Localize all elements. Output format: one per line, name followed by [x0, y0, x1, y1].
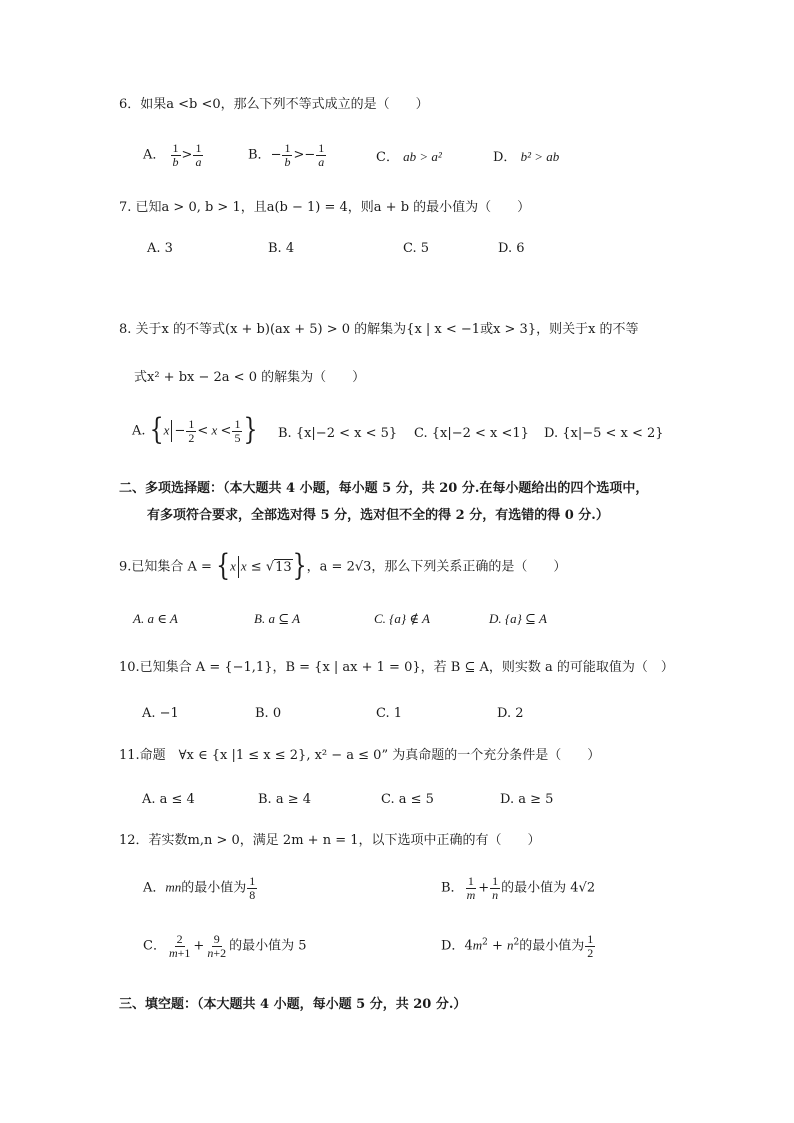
- q12-option-a-text: 的最小值为: [181, 880, 247, 896]
- q6-b-frac2: $\frac{1}{a}$: [318, 141, 325, 169]
- q8-a-frac2: $\frac{1}{5}$: [234, 417, 241, 445]
- q10-option-b[interactable]: B. 0: [255, 706, 282, 721]
- q6-a-frac1: $\frac{1}{b}$: [172, 141, 179, 169]
- q7-option-c[interactable]: C. 5: [403, 241, 430, 256]
- q8-a-frac1: $\frac{1}{2}$: [188, 417, 195, 445]
- q12-stem: 12．若实数m,n > 0，满足 2m + n = 1，以下选项中正确的有（ ）: [119, 833, 541, 848]
- q11-option-d[interactable]: D. a ≥ 5: [500, 792, 554, 807]
- q8-option-b[interactable]: B. {x|−2 < x < 5}: [278, 426, 398, 441]
- q12-option-d-text: 的最小值为: [519, 938, 585, 954]
- q12-option-d-label: D．: [441, 938, 465, 954]
- q7-option-a[interactable]: A. 3: [147, 241, 173, 256]
- q8-stem: 8. 关于x 的不等式(x + b)(ax + 5) > 0 的解集为{x | x < −1或x > 3}，则关于x 的不等: [119, 322, 639, 337]
- q12-option-c-label: C．: [143, 938, 166, 954]
- q12-option-a-label: A．: [143, 880, 166, 896]
- q6-stem: 6．如果a <b <0，那么下列不等式成立的是（ ）: [119, 97, 429, 112]
- q11-option-c[interactable]: C. a ≤ 5: [381, 792, 434, 807]
- q10-option-c[interactable]: C. 1: [376, 706, 403, 721]
- q6-option-c-math: ab > a²: [403, 149, 442, 164]
- q6-option-b-label: B．: [248, 147, 271, 163]
- q12-c-frac2: $\frac{9}{n+2}$: [207, 932, 227, 960]
- q8-option-c[interactable]: C. {x|−2 < x <1}: [414, 426, 529, 441]
- q12-option-b-label: B．: [441, 880, 464, 896]
- q6-option-c[interactable]: [376, 150, 442, 164]
- q10-option-a[interactable]: A. −1: [142, 706, 179, 721]
- q6-option-a[interactable]: A． $\frac{1}{b}$ > $\frac{1}{a}$: [143, 141, 202, 169]
- q7-option-b[interactable]: B. 4: [268, 241, 295, 256]
- q12-b-frac2: $\frac{1}{n}$: [492, 874, 499, 902]
- q6-option-a-label: A．: [143, 147, 166, 163]
- q12-a-frac: $\frac{1}{8}$: [249, 874, 256, 902]
- q11-option-b[interactable]: B. a ≥ 4: [258, 792, 311, 807]
- q12-c-frac1: $\frac{2}{m+1}$: [168, 932, 191, 960]
- q9-stem-post: ，a = 2√3，那么下列关系正确的是（ ）: [306, 559, 567, 575]
- q12-option-a[interactable]: A．mn的最小值为 $\frac{1}{8}$: [143, 874, 256, 902]
- q12-b-frac1: $\frac{1}{m}$: [466, 874, 476, 902]
- q11-stem: 11.命题 ∀x ∈ {x |1 ≤ x ≤ 2}, x² − a ≤ 0” 为真命题的一个充分条件是（ ）: [119, 748, 601, 763]
- q9-option-b[interactable]: B. a ⊆ A: [254, 611, 301, 626]
- q7-stem: 7. 已知a > 0, b > 1，且a(b − 1) = 4，则a + b 的最小值为（ ）: [119, 200, 531, 215]
- q7-option-d[interactable]: D. 6: [498, 241, 525, 256]
- q8-option-a[interactable]: A. {x − $\frac{1}{2}$ < x < $\frac{1}{5}$ }: [132, 413, 258, 448]
- q6-a-frac2: $\frac{1}{a}$: [195, 141, 202, 169]
- q9-option-a[interactable]: A. a ∈ A: [133, 611, 178, 626]
- q10-option-d[interactable]: D. 2: [497, 706, 524, 721]
- q9-option-c[interactable]: C. {a} ∉ A: [374, 611, 430, 626]
- q6-option-b[interactable]: B．− $\frac{1}{b}$ >− $\frac{1}{a}$: [248, 141, 325, 169]
- q6-option-d-math: b² > ab: [520, 149, 560, 164]
- q8-option-a-label: A.: [132, 423, 146, 439]
- q10-stem: 10.已知集合 A = {−1,1}，B = {x | ax + 1 = 0}，若 B ⊆ A，则实数 a 的可能取值为（ ）: [119, 660, 674, 675]
- q12-option-d[interactable]: D．$4m^2 + n^2$的最小值为 $\frac{1}{2}$: [441, 932, 594, 960]
- q6-b-frac1: $\frac{1}{b}$: [284, 141, 291, 169]
- q6-option-d-label: D．: [493, 150, 517, 165]
- q6-option-d[interactable]: [493, 150, 559, 164]
- q9-option-d[interactable]: D. {a} ⊆ A: [489, 611, 547, 626]
- q11-option-a[interactable]: A. a ≤ 4: [142, 792, 195, 807]
- q12-option-c-text: 的最小值为 5: [229, 938, 307, 954]
- q8-option-d[interactable]: D. {x|−5 < x < 2}: [544, 426, 664, 441]
- q9-stem-pre: 9.已知集合 A =: [119, 559, 217, 575]
- section2-heading-line1: 二、多项选择题：（本大题共 4 小题，每小题 5 分，共 20 分.在每小题给出的四个选项中，: [119, 481, 649, 496]
- section3-heading: 三、填空题：（本大题共 4 小题，每小题 5 分，共 20 分.）: [119, 997, 467, 1012]
- q12-option-c[interactable]: C． $\frac{2}{m+1}$ + $\frac{9}{n+2}$ 的最小值为 5: [143, 932, 307, 960]
- q9-stem: 9.已知集合 A = {x x ≤ √13}，a = 2√3，那么下列关系正确的是（ ）: [119, 549, 567, 584]
- q8-stem-line2: 式x² + bx − 2a < 0 的解集为（ ）: [134, 370, 366, 385]
- q12-d-frac: $\frac{1}{2}$: [587, 932, 594, 960]
- q12-option-b-text: 的最小值为 4√2: [501, 880, 596, 896]
- q6-option-c-label: C．: [376, 150, 399, 165]
- section2-heading-line2: 有多项符合要求，全部选对得 5 分，选对但不全的得 2 分，有选错的得 0 分.）: [147, 508, 609, 523]
- q12-option-b[interactable]: B． $\frac{1}{m}$ + $\frac{1}{n}$ 的最小值为 4√2: [441, 874, 596, 902]
